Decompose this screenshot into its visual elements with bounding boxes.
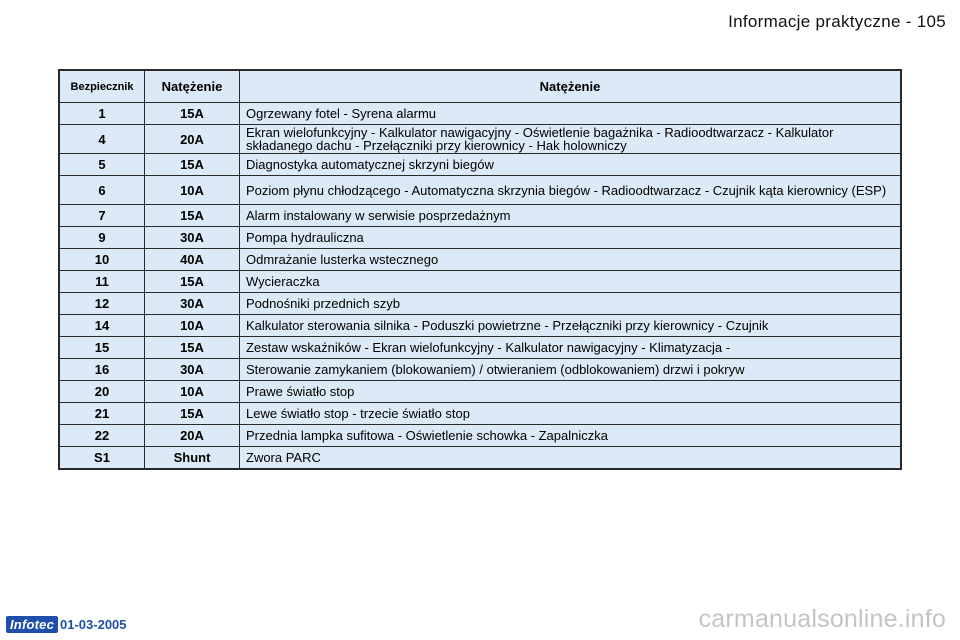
amperage-cell: 15A [145, 205, 240, 227]
fuse-number-cell: S1 [59, 447, 145, 470]
fuse-number-cell: 10 [59, 249, 145, 271]
description-cell: Przednia lampka sufitowa - Oświetlenie schowka - Zapalniczka [240, 425, 902, 447]
page-title: Informacje praktyczne - 105 [728, 12, 946, 31]
table-body [59, 103, 901, 470]
description-cell: Diagnostyka automatycznej skrzyni biegów [240, 154, 902, 176]
description-cell: Sterowanie zamykaniem (blokowaniem) / otwieraniem (odblokowaniem) drzwi i pokryw [240, 359, 902, 381]
fuse-number-cell: 5 [59, 154, 145, 176]
table-row [59, 293, 901, 315]
amperage-cell: Shunt [145, 447, 240, 470]
fuse-number-cell: 22 [59, 425, 145, 447]
description-cell: Podnośniki przednich szyb [240, 293, 902, 315]
table-row [59, 315, 901, 337]
table-row [59, 154, 901, 176]
column-header-description: Natężenie [240, 70, 902, 103]
footer-stamp [6, 616, 127, 633]
fuse-number-cell: 21 [59, 403, 145, 425]
description-cell: Ogrzewany fotel - Syrena alarmu [240, 103, 902, 125]
fuse-number-cell: 20 [59, 381, 145, 403]
description-cell: Wycieraczka [240, 271, 902, 293]
table-row [59, 425, 901, 447]
amperage-cell: 40A [145, 249, 240, 271]
table-header-row [59, 70, 901, 103]
amperage-cell: 10A [145, 176, 240, 205]
description-cell: Zwora PARC [240, 447, 902, 470]
fuse-number-cell: 4 [59, 125, 145, 154]
fuse-number-cell: 14 [59, 315, 145, 337]
description-cell: Poziom płynu chłodzącego - Automatyczna skrzynia biegów - Radioodtwarzacz - Czujnik kąta kierownicy (ESP) [240, 176, 902, 205]
fuse-number-cell: 1 [59, 103, 145, 125]
amperage-cell: 30A [145, 293, 240, 315]
description-cell: Ekran wielofunkcyjny - Kalkulator nawigacyjny - Oświetlenie bagażnika - Radioodtwarzacz - Kalkulator składanego dachu - Przełączniki przy kierownicy - Hak holowniczy [240, 125, 902, 154]
fuse-number-cell: 7 [59, 205, 145, 227]
description-cell: Lewe światło stop - trzecie światło stop [240, 403, 902, 425]
table-row [59, 337, 901, 359]
fuse-number-cell: 16 [59, 359, 145, 381]
table-row [59, 227, 901, 249]
table-row [59, 125, 901, 154]
description-cell: Kalkulator sterowania silnika - Poduszki powietrzne - Przełączniki przy kierownicy - Czujnik [240, 315, 902, 337]
table-row [59, 447, 901, 470]
table-row [59, 271, 901, 293]
description-cell: Odmrażanie lusterka wstecznego [240, 249, 902, 271]
table-row [59, 359, 901, 381]
column-header-fuse: Bezpiecznik [59, 70, 145, 103]
amperage-cell: 10A [145, 315, 240, 337]
description-cell: Zestaw wskaźników - Ekran wielofunkcyjny - Kalkulator nawigacyjny - Klimatyzacja - [240, 337, 902, 359]
fuse-number-cell: 11 [59, 271, 145, 293]
infotec-logo: Infotec [6, 616, 58, 633]
footer-date: 01-03-2005 [60, 617, 127, 632]
description-cell: Pompa hydrauliczna [240, 227, 902, 249]
table-row [59, 249, 901, 271]
amperage-cell: 15A [145, 154, 240, 176]
amperage-cell: 15A [145, 403, 240, 425]
amperage-cell: 30A [145, 227, 240, 249]
table-row [59, 205, 901, 227]
table-row [59, 403, 901, 425]
watermark: carmanualsonline.info [698, 605, 946, 633]
fuse-number-cell: 12 [59, 293, 145, 315]
description-cell: Alarm instalowany w serwisie posprzedażnym [240, 205, 902, 227]
column-header-amperage: Natężenie [145, 70, 240, 103]
table-row [59, 176, 901, 205]
table-row [59, 103, 901, 125]
description-cell: Prawe światło stop [240, 381, 902, 403]
amperage-cell: 20A [145, 425, 240, 447]
amperage-cell: 15A [145, 103, 240, 125]
amperage-cell: 30A [145, 359, 240, 381]
fuse-number-cell: 15 [59, 337, 145, 359]
fuse-table [58, 69, 902, 470]
amperage-cell: 20A [145, 125, 240, 154]
table-row [59, 381, 901, 403]
amperage-cell: 15A [145, 337, 240, 359]
amperage-cell: 10A [145, 381, 240, 403]
fuse-number-cell: 9 [59, 227, 145, 249]
fuse-number-cell: 6 [59, 176, 145, 205]
amperage-cell: 15A [145, 271, 240, 293]
